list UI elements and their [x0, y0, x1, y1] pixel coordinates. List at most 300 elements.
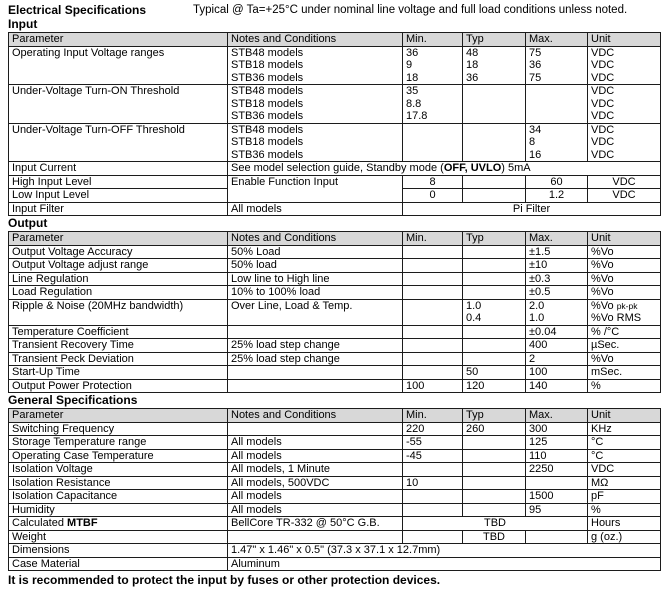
cell-text: µSec.	[591, 339, 620, 351]
cell	[463, 379, 526, 393]
cell-text: Under-Voltage Turn-OFF Threshold	[12, 123, 185, 136]
conditions-note: Typical @ Ta=+25°C under nominal line voltage and full load conditions unless noted.	[193, 4, 628, 16]
cell-text: All models	[231, 202, 282, 215]
cell	[463, 476, 526, 490]
cell-parameter	[9, 259, 228, 273]
column-header-notes: Notes and Conditions	[228, 33, 403, 47]
cell	[403, 245, 463, 259]
column-header-min: Min.	[403, 232, 463, 246]
cell	[228, 463, 403, 477]
cell	[228, 272, 403, 286]
cell-text	[466, 339, 469, 351]
cell-text: pF	[591, 490, 604, 502]
cell-parameter	[9, 339, 228, 353]
cell-text: 35	[406, 85, 419, 97]
cell-text: STB18 models	[231, 97, 304, 110]
table-row	[9, 272, 661, 286]
cell-text: VDC	[591, 110, 615, 122]
cell-text: Output Voltage adjust range	[12, 259, 149, 271]
table-row	[9, 463, 661, 477]
cell-text	[406, 504, 409, 516]
cell-text: 8	[529, 136, 536, 148]
cell-text	[466, 286, 469, 298]
column-header-typ: Typ	[463, 409, 526, 423]
cell-parameter	[9, 449, 228, 463]
cell-text: STB48 models	[231, 85, 304, 97]
cell	[228, 449, 403, 463]
cell-text: Over Line, Load & Temp.	[231, 299, 353, 312]
column-header-max: Max.	[526, 409, 588, 423]
cell-parameter	[9, 490, 228, 504]
cell-text	[406, 463, 409, 475]
cell-text: 140	[529, 379, 548, 392]
cell-text: 9	[406, 59, 413, 71]
cell-text: Low Input Level	[12, 189, 90, 201]
cell	[588, 299, 661, 325]
table-row	[9, 530, 661, 544]
cell-text: 1.47" x 1.46" x 0.5" (37.3 x 37.1 x 12.7mm)	[231, 544, 441, 556]
cell	[588, 422, 661, 436]
cell-text: 0	[429, 189, 436, 201]
cell-text: All models	[231, 449, 282, 462]
cell-text: 10% to 100% load	[231, 286, 321, 298]
cell	[228, 557, 661, 571]
cell	[228, 202, 403, 216]
cell	[403, 436, 463, 450]
cell-text: VDC	[591, 85, 615, 97]
cell-text: Low line to High line	[231, 272, 330, 285]
cell	[228, 517, 403, 531]
spec-table-input	[8, 32, 661, 216]
cell	[463, 325, 526, 339]
cell-text: 2250	[529, 463, 554, 475]
cell-text: STB36 models	[231, 148, 304, 161]
cell	[228, 436, 403, 450]
cell-text: Switching Frequency	[12, 422, 115, 435]
cell-text	[231, 366, 234, 378]
cell-text: mSec.	[591, 366, 623, 378]
cell	[228, 162, 661, 176]
cell	[526, 530, 588, 544]
cell	[588, 85, 661, 124]
cell	[463, 436, 526, 450]
cell-text: Input Current	[12, 162, 77, 174]
cell	[403, 379, 463, 393]
cell	[588, 259, 661, 273]
cell-text: Storage Temperature range	[12, 436, 147, 448]
cell-text: Isolation Capacitance	[12, 490, 118, 502]
cell	[403, 490, 463, 504]
cell-text: 8.8	[406, 97, 422, 110]
cell-text: STB36 models	[231, 110, 304, 122]
cell-text	[529, 477, 532, 489]
cell	[463, 530, 526, 544]
cell-text: 75	[529, 71, 542, 84]
cell-text	[466, 176, 469, 188]
cell	[526, 299, 588, 325]
column-header-parameter: Parameter	[9, 232, 228, 246]
cell	[463, 339, 526, 353]
cell	[526, 272, 588, 286]
cell-text	[529, 531, 532, 543]
cell-text: Output Voltage Accuracy	[12, 245, 133, 258]
cell	[228, 175, 403, 202]
cell-text: BellCore TR-332 @ 50°C G.B.	[231, 517, 380, 529]
cell-text: Dimensions	[12, 544, 70, 556]
cell-text: TBD	[483, 530, 505, 543]
column-header-unit: Unit	[588, 232, 661, 246]
cell-parameter	[9, 352, 228, 366]
header-row	[9, 409, 661, 423]
cell-text: %	[591, 503, 601, 516]
cell-text: 34	[529, 123, 542, 136]
header-row	[9, 232, 661, 246]
cell-parameter	[9, 379, 228, 393]
cell-text: VDC	[591, 59, 615, 71]
cell-text: °C	[591, 436, 604, 448]
cell-text	[466, 124, 469, 136]
cell	[588, 449, 661, 463]
cell	[526, 123, 588, 162]
cell-text	[406, 286, 409, 298]
table-row	[9, 503, 661, 517]
cell-text	[529, 85, 532, 97]
cell-text: VDC	[612, 175, 636, 188]
cell	[228, 544, 661, 558]
cell-parameter	[9, 272, 228, 286]
cell-text	[406, 300, 409, 312]
cell	[228, 46, 403, 85]
cell	[588, 530, 661, 544]
cell-text: %	[591, 379, 601, 392]
cell-text	[466, 504, 469, 516]
cell	[403, 463, 463, 477]
cell-text: VDC	[612, 189, 636, 201]
cell	[526, 245, 588, 259]
cell	[403, 175, 463, 189]
cell	[228, 422, 403, 436]
cell-text: STB18 models	[231, 136, 304, 148]
cell	[526, 352, 588, 366]
cell-text: Ripple & Noise (20MHz bandwidth)	[12, 299, 184, 312]
cell	[403, 123, 463, 162]
cell	[588, 245, 661, 259]
cell-text	[231, 326, 234, 338]
cell	[463, 189, 526, 203]
cell-text	[406, 366, 409, 378]
cell	[403, 46, 463, 85]
table-row	[9, 325, 661, 339]
cell-text: All models	[231, 503, 282, 516]
cell	[463, 272, 526, 286]
cell-text	[466, 436, 469, 448]
cell-text: Line Regulation	[12, 272, 89, 285]
cell-text: ±0.04	[529, 325, 557, 338]
cell-text: 220	[406, 422, 425, 435]
cell	[588, 503, 661, 517]
cell-text	[466, 273, 469, 285]
cell-parameter	[9, 530, 228, 544]
cell	[526, 476, 588, 490]
cell	[463, 175, 526, 189]
header-row	[9, 33, 661, 47]
table-row	[9, 202, 661, 216]
cell-text: 36	[466, 71, 479, 84]
cell-text	[231, 423, 234, 435]
cell-text: ±0.5	[529, 286, 551, 298]
cell-text: OFF, UVLO	[443, 162, 502, 174]
column-header-typ: Typ	[463, 33, 526, 47]
cell	[588, 352, 661, 366]
cell-text	[231, 531, 234, 543]
cell	[588, 46, 661, 85]
cell-text	[406, 531, 409, 543]
cell	[463, 46, 526, 85]
cell-text: TBD	[484, 517, 506, 529]
cell	[526, 422, 588, 436]
cell	[526, 366, 588, 380]
page-title: Electrical Specifications	[8, 3, 147, 17]
cell-text: VDC	[591, 46, 615, 59]
cell-text	[406, 124, 409, 136]
cell-text: 100	[529, 366, 548, 378]
cell-text: %Vo RMS	[591, 312, 642, 324]
cell-text: ±0.3	[529, 272, 551, 285]
cell-parameter	[9, 517, 228, 531]
cell-text: Transient Peck Deviation	[12, 352, 134, 365]
cell-parameter	[9, 366, 228, 380]
cell-text: Output Power Protection	[12, 379, 132, 392]
column-header-min: Min.	[403, 409, 463, 423]
cell	[588, 325, 661, 339]
cell	[588, 463, 661, 477]
cell	[526, 286, 588, 300]
cell	[526, 449, 588, 463]
cell-text: STB18 models	[231, 59, 304, 71]
cell	[228, 245, 403, 259]
cell	[228, 286, 403, 300]
cell	[588, 490, 661, 504]
cell	[228, 123, 403, 162]
table-row	[9, 449, 661, 463]
cell	[463, 490, 526, 504]
cell	[463, 503, 526, 517]
cell-text: Load Regulation	[12, 286, 93, 298]
cell-text: VDC	[591, 148, 615, 161]
section-label-input: Input	[8, 17, 38, 31]
cell-text: 1500	[529, 490, 554, 502]
cell	[463, 299, 526, 325]
cell-parameter	[9, 476, 228, 490]
cell	[403, 449, 463, 463]
cell-text: 18	[406, 71, 419, 84]
footer-note: It is recommended to protect the input by fuses or other protection devices.	[8, 573, 441, 587]
cell-parameter	[9, 422, 228, 436]
table-row	[9, 123, 661, 162]
cell-text: %Vo	[591, 272, 614, 285]
cell	[588, 339, 661, 353]
cell	[463, 286, 526, 300]
table-row	[9, 379, 661, 393]
cell-text: 60	[550, 175, 563, 188]
column-header-notes: Notes and Conditions	[228, 232, 403, 246]
cell	[403, 339, 463, 353]
cell	[228, 490, 403, 504]
cell-text: % /°C	[591, 325, 620, 338]
table-row	[9, 245, 661, 259]
cell-text: VDC	[591, 97, 615, 110]
table-row	[9, 517, 661, 531]
cell-parameter	[9, 286, 228, 300]
cell-text: 25% load step change	[231, 339, 340, 351]
cell	[463, 422, 526, 436]
cell-parameter	[9, 189, 228, 203]
cell-text: %Vo	[591, 259, 614, 271]
cell-text: Isolation Resistance	[12, 476, 111, 489]
cell-text: 1.0	[466, 299, 482, 312]
cell	[526, 189, 588, 203]
cell	[463, 85, 526, 124]
column-header-typ: Typ	[463, 232, 526, 246]
cell	[588, 366, 661, 380]
table-row	[9, 557, 661, 571]
cell-text: Operating Case Temperature	[12, 449, 154, 462]
cell	[403, 476, 463, 490]
section-label-output: Output	[8, 216, 48, 230]
cell-text: Humidity	[12, 503, 55, 516]
cell	[403, 202, 661, 216]
cell-text: VDC	[591, 463, 615, 475]
table-row	[9, 352, 661, 366]
cell	[526, 463, 588, 477]
cell-text: VDC	[591, 136, 615, 148]
cell-text: 25% load step change	[231, 352, 340, 365]
cell-text: 1.2	[548, 189, 565, 201]
table-row	[9, 476, 661, 490]
cell-parameter	[9, 299, 228, 325]
table-row	[9, 46, 661, 85]
cell	[588, 436, 661, 450]
spec-table-output	[8, 231, 661, 393]
cell-text: All models	[231, 490, 282, 502]
cell-text	[466, 450, 469, 462]
cell	[526, 490, 588, 504]
cell-text: Transient Recovery Time	[12, 339, 134, 351]
cell	[526, 379, 588, 393]
cell-text: 300	[529, 422, 548, 435]
cell	[526, 503, 588, 517]
cell-text	[466, 477, 469, 489]
cell-text: 1.0	[529, 312, 545, 324]
cell	[403, 286, 463, 300]
cell-text: Pi Filter	[512, 202, 551, 215]
column-header-max: Max.	[526, 33, 588, 47]
cell	[588, 123, 661, 162]
cell	[403, 366, 463, 380]
cell-text: 36	[529, 59, 542, 71]
cell-text: VDC	[591, 71, 615, 84]
table-row	[9, 436, 661, 450]
cell-text: Aluminum	[231, 557, 280, 570]
cell-text: Temperature Coefficient	[12, 325, 129, 338]
cell	[588, 379, 661, 393]
cell-text: 2	[529, 352, 536, 365]
cell-parameter	[9, 544, 228, 558]
cell-parameter	[9, 245, 228, 259]
cell	[403, 259, 463, 273]
cell	[588, 272, 661, 286]
cell-text: STB48 models	[231, 46, 304, 59]
cell	[588, 476, 661, 490]
cell-text: ) 5mA	[501, 162, 531, 174]
cell-parameter	[9, 503, 228, 517]
cell	[228, 259, 403, 273]
cell-text	[466, 353, 469, 365]
table-row	[9, 490, 661, 504]
cell-text: Operating Input Voltage ranges	[12, 46, 165, 59]
column-header-unit: Unit	[588, 33, 661, 47]
cell	[403, 85, 463, 124]
cell-text: Calculated	[12, 517, 68, 529]
cell-text	[406, 353, 409, 365]
cell	[228, 339, 403, 353]
cell-text: See model selection guide, Standby mode (	[231, 162, 444, 174]
cell-text: KHz	[591, 422, 612, 435]
cell	[526, 175, 588, 189]
cell	[463, 245, 526, 259]
cell	[228, 530, 403, 544]
table-row	[9, 299, 661, 325]
cell	[403, 503, 463, 517]
cell-parameter	[9, 85, 228, 124]
cell-text: 2.0	[529, 299, 545, 312]
cell-parameter	[9, 123, 228, 162]
cell-text: 17.8	[406, 110, 428, 122]
cell-text: Weight	[12, 530, 47, 543]
cell	[588, 286, 661, 300]
cell-text: 95	[529, 503, 542, 516]
cell	[228, 379, 403, 393]
cell	[403, 272, 463, 286]
cell-text: All models, 500VDC	[231, 476, 330, 489]
cell-text: 48	[466, 46, 479, 59]
cell-text: °C	[591, 449, 604, 462]
cell-parameter	[9, 463, 228, 477]
cell-text	[406, 273, 409, 285]
cell-text	[406, 246, 409, 258]
column-header-min: Min.	[403, 33, 463, 47]
cell	[403, 530, 463, 544]
cell-parameter	[9, 325, 228, 339]
cell	[228, 476, 403, 490]
cell	[463, 352, 526, 366]
section-label-general-specifications: General Specifications	[8, 393, 138, 407]
cell	[403, 299, 463, 325]
cell-text: 36	[406, 46, 419, 59]
cell	[228, 503, 403, 517]
table-row	[9, 259, 661, 273]
column-header-parameter: Parameter	[9, 409, 228, 423]
cell-text: MTBF	[67, 517, 98, 529]
column-header-notes: Notes and Conditions	[228, 409, 403, 423]
cell-text: MΩ	[591, 476, 609, 489]
table-row	[9, 162, 661, 176]
cell-text	[466, 463, 469, 475]
cell-text: 8	[429, 175, 436, 188]
cell-text	[406, 490, 409, 502]
cell-text: ±1.5	[529, 245, 551, 258]
cell	[463, 123, 526, 162]
